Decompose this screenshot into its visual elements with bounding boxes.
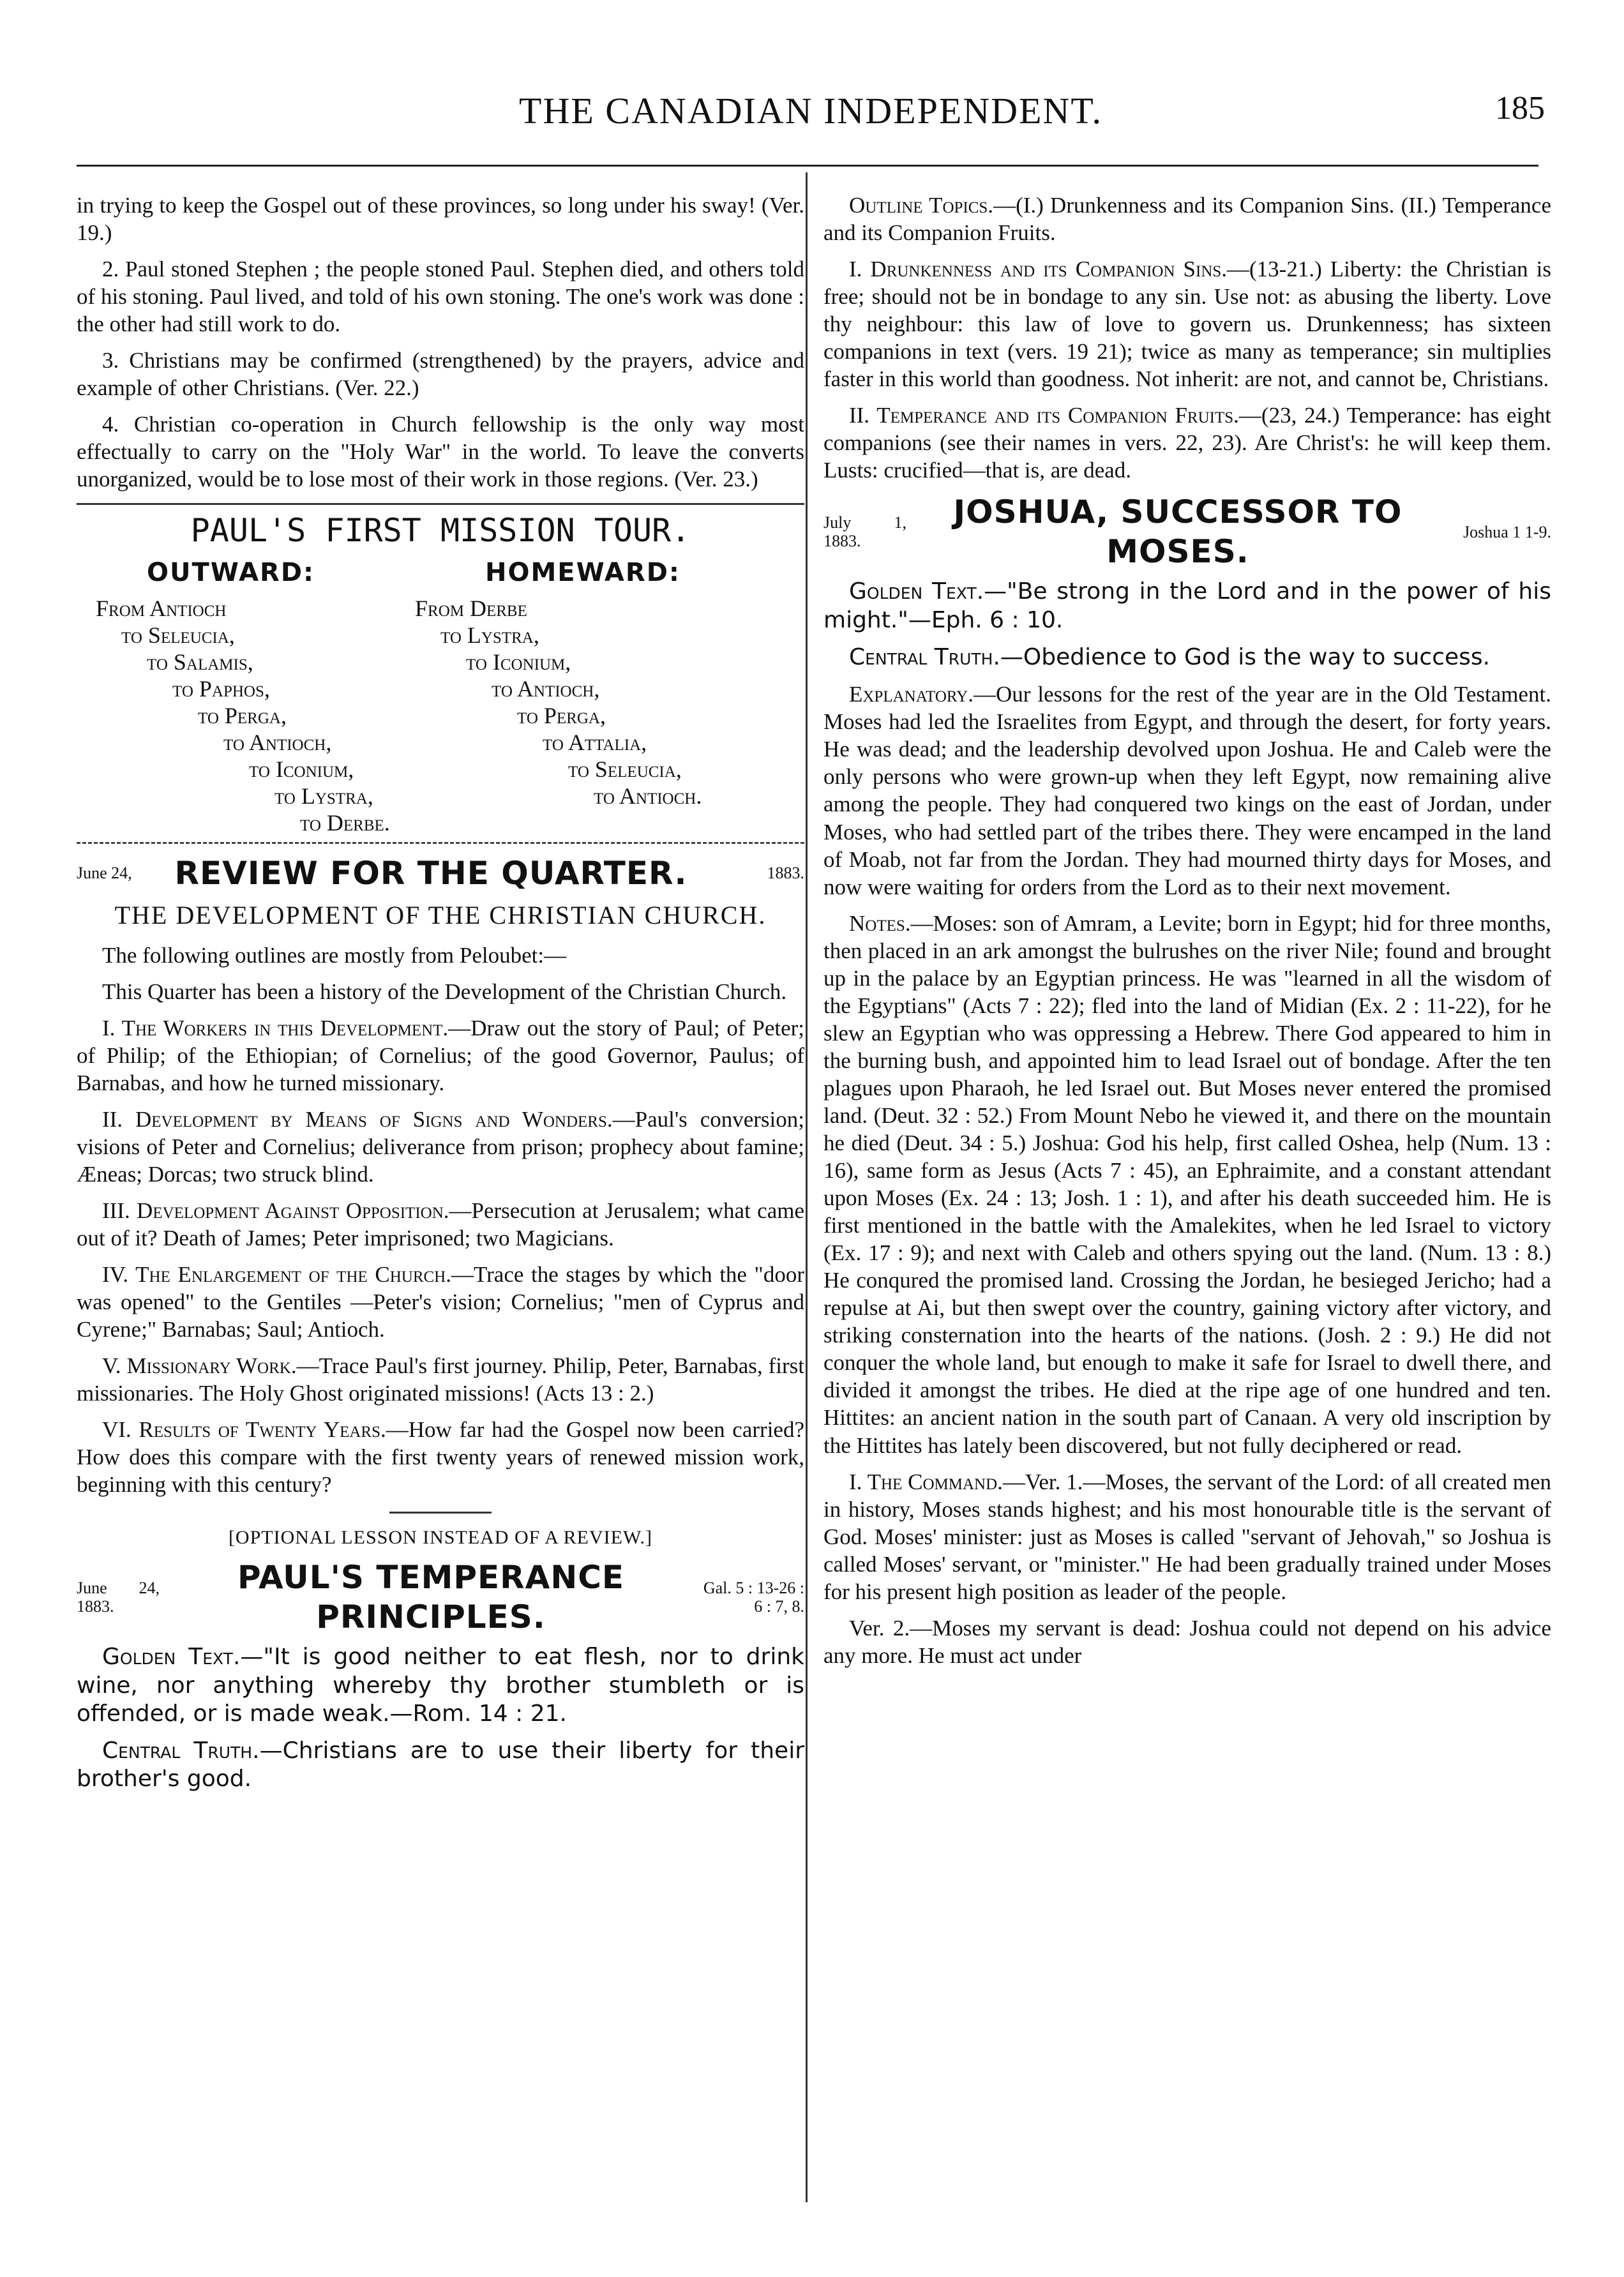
tour-stop: to Antioch. [594,783,702,809]
continued-paragraph: in trying to keep the Gospel out of these provinces, so long under his sway! (Ver. 19.) [77,193,804,246]
lesson-reference: Gal. 5 : 13-26 : 6 : 7, 8. [703,1579,804,1616]
review-item-head: VI. Results of Twenty Years. [102,1417,386,1443]
page-number: 185 [1495,90,1545,126]
tour-stop: to Seleucia, [568,756,682,782]
golden-text-label: Golden Text. [102,1644,241,1671]
review-item-head: I. The Workers in this Development. [102,1015,449,1041]
review-subtitle: THE DEVELOPMENT OF THE CHRISTIAN CHURCH. [114,901,767,930]
tour-stop: to Antioch, [223,729,332,755]
verse-2: Ver. 2.—Moses my servant is dead: Joshua could not depend on his advice any more. He must act under [823,1615,1551,1668]
tour-stop: From Derbe [415,595,527,621]
review-item [77,1197,804,1252]
section-body: —(13-21.) Liberty: the Christian is free; should not be in bondage to any sin. Use not: as abusing the liberty. Love thy neighbour: this law of love to govern us. Drunkenness; has sixteen companions in text (vers. 19 21); twice as many as temperance; sin multiplies faster in this world than goodness. Not inherit: are not, and cannot be, Christians. [823,257,1552,392]
central-truth [823,643,1551,672]
review-intro: This Quarter has been a history of the Development of the Christian Church. [102,979,787,1004]
review-item [77,1416,804,1498]
section-label: I. Drunkenness and its Companion Sins. [849,257,1228,282]
tour-stop: to Iconium, [466,649,571,675]
tour-stop: From Antioch [96,595,227,621]
golden-text [77,1643,804,1728]
lesson-year: 1883. [767,864,804,883]
left-column [77,192,804,1803]
review-item [77,1352,804,1407]
review-item-body: —Trace Paul's first journey. Philip, Peter, Barnabas, first missionaries. The Holy Ghost originated missions! (Acts 13 : 2.) [77,1353,804,1406]
tour-stop: to Lystra, [440,622,539,648]
explanatory-label: Explanatory. [849,682,974,707]
review-item-body: —Persecution at Jerusalem; what came out of it? Death of James; Peter imprisoned; two Magicians. [77,1198,804,1251]
golden-text-label: Golden Text. [849,578,984,605]
notes-label: Notes. [849,910,911,936]
box-top-rule [77,503,804,505]
outward-heading: OUTWARD: [147,557,315,587]
mission-tour-table [77,557,804,836]
tour-stop: to Antioch, [492,675,600,702]
tour-stop: to Derbe. [300,809,390,836]
outline-body: —(I.) Drunkenness and its Companion Sins. (II.) Temperance and its Companion Fruits. [823,193,1551,246]
lesson-date: June 24, [77,864,132,883]
tour-stop: to Seleucia, [121,622,235,648]
tour-stop: to Lystra, [274,783,373,809]
lesson-point: 4. Christian co-operation in Church fellowship is the only way most effectually to carry on the "Holy War" in the world. To leave the converts unorganized, would be to lose most of their work in those regions. (Ver. 23.) [77,412,804,492]
tour-title: PAUL'S FIRST MISSION TOUR. [190,512,691,550]
tour-stop: to Salamis, [147,649,253,675]
outline-topics [823,192,1551,246]
section-label: II. Temperance and its Companion Fruits. [849,403,1239,428]
tour-stop: to Iconium, [249,756,354,782]
central-truth-body: —Christians are to use their liberty for their brother's good. [77,1738,804,1792]
section-rule [389,1512,492,1514]
command-body: —Ver. 1.—Moses, the servant of the Lord: of all created men in history, Moses stands highest; and his most honourable title is the servant of God. Moses' minister: just as Moses is called "servant of Jehovah," so Joshua is called Moses' servant, or "minister." He had been gradually trained under Moses for his present high position as leader of the people. [823,1469,1551,1604]
review-item [77,1106,804,1188]
notes [823,910,1551,1459]
lesson-title: REVIEW FOR THE QUARTER. [174,854,688,892]
right-column [823,192,1551,1678]
box-bottom-rule [77,842,804,844]
the-command [823,1468,1551,1605]
golden-text-body: —"Be strong in the Lord and in the power of his might."—Eph. 6 : 10. [823,578,1551,633]
command-label: I. The Command. [849,1469,1003,1494]
lesson-date: July 1, 1883. [823,513,906,550]
central-truth-label: Central Truth. [849,644,1000,670]
central-truth-label: Central Truth. [102,1738,260,1764]
publication-title: THE CANADIAN INDEPENDENT. [519,90,1102,132]
review-item-body: —How far had the Gospel now been carried? How does this compare with the first twenty years of renewed mission work, beginning with this century? [77,1417,804,1498]
tour-stop: to Perga, [517,702,606,728]
lesson-date: June 24, 1883. [77,1579,160,1616]
tour-stop: to Paphos, [172,675,270,702]
header-rule [77,165,1538,167]
review-lesson-heading [77,854,804,894]
section-drunkenness [823,255,1551,393]
review-item-head: III. Development Against Opposition. [102,1198,449,1224]
review-intro: The following outlines are mostly from Peloubet:— [102,942,567,968]
review-item [77,1014,804,1097]
golden-text [823,578,1551,635]
explanatory [823,680,1551,900]
column-divider [806,172,808,2202]
review-item-body: —Draw out the story of Paul; of Peter; of Philip; of the Ethiopian; of Cornelius; of the good Governor, Paulus; of Barnabas, and how he turned missionary. [77,1015,804,1095]
lesson-title: JOSHUA, SUCCESSOR TO MOSES. [953,493,1402,570]
section-temperance [823,402,1551,484]
review-item [77,1261,804,1343]
review-item-body: —Trace the stages by which the "door was opened" to the Gentiles —Peter's vision; Cornelius; "men of Cyprus and Cyrene;" Barnabas; Saul; Antioch. [77,1262,805,1342]
explanatory-body: —Our lessons for the rest of the year are in the Old Testament. Moses had led the Israelites from Egypt, and through the desert, for forty years. He was dead; and the leadership devolved upon Joshua. He and Caleb were the only persons who were grown-up when they left Egypt, now remaining alive among the people. They had conquered two kings on the east of Jordan, under Moses, who had settled part of the tribes there. They were encamped in the land of Moab, not far from the Jordan. They had mourned thirty days for Moses, and now were waiting for orders from the Lord as to their next movement. [823,682,1551,899]
central-truth [77,1737,804,1794]
homeward-heading: HOMEWARD: [485,557,680,587]
review-item-head: IV. The Enlargement of the Church. [102,1262,451,1288]
outline-label: Outline Topics. [849,193,994,218]
notes-body: —Moses: son of Amram, a Levite; born in Egypt; hid for three months, then placed in an ark amongst the bulrushes on the river Nile; found and brought up in the palace by an Egyptian princess. He was "learned in all the wisdom of the Egyptians" (Acts 7 : 22); fled into the land of Midian (Ex. 2 : 11-22), for he slew an Egyptian who was oppressing a Hebrew. There God appeared to him in the burning bush, and appointed him to lead Israel out of bondage. After the ten plagues upon Pharaoh, he led Israel out. But Moses never entered the promised land. (Deut. 32 : 52.) From Mount Nebo he viewed it, and there on the mountain he died (Deut. 34 : 5.) Joshua: God his help, first called Oshea, help (Num. 13 : 16), same form as Jesus (Acts 7 : 45), an Ephraimite, and a constant attendant upon Moses (Ex. 24 : 13; Josh. 1 : 1), and after his death succeeded him. He is first mentioned in the battle with the Amalekites, when he led Israel to victory (Ex. 17 : 9); and next with Caleb and others spying out the land. (Num. 13 : 8.) He conqured the promised land. Crossing the Jordan, he besieged Jericho; had a repulse at Ai, but then swept over the country, gaining victory after victory, and striking consternation into the hearts of the nations. (Josh. 2 : 9.) He did not conquer the whole land, but enough to make it safe for Israel to dwell there, and divided it amongst the tribes. He died at the ripe age of one hundred and ten. Hittites: an ancient nation in the south part of Canaan. A very old inscription by the Hittites has lately been discovered, but not fully deciphered or read. [823,910,1551,1458]
lesson-reference: Joshua 1 1-9. [1463,522,1551,541]
temperance-lesson-heading [77,1558,804,1637]
tour-stop: to Perga, [198,702,287,728]
golden-text-body: —"It is good neither to eat flesh, nor to drink wine, nor anything whereby thy brother stumbleth or is offended, or is made weak.—Rom. 14 : 21. [77,1644,804,1727]
lesson-point: 3. Christians may be confirmed (strengthened) by the prayers, advice and example of other Christians. (Ver. 22.) [77,348,804,401]
review-item-head: II. Development by Means of Signs and Wonders. [102,1106,613,1132]
central-truth-body: —Obedience to God is the way to success. [1000,644,1491,670]
review-item-body: —Paul's conversion; visions of Peter and Cornelius; deliverance from prison; prophecy about famine; Æneas; Dorcas; two struck blind. [77,1106,804,1187]
review-item-head: V. Missionary Work. [102,1353,297,1379]
page-header [77,89,1545,140]
section-body: —(23, 24.) Temperance: has eight companions (see their names in vers. 22, 23). Are Christ's: he will keep them. Lusts: crucified—that is, are dead. [823,403,1551,483]
lesson-point: 2. Paul stoned Stephen ; the people stoned Paul. Stephen died, and others told of his stoning. Paul lived, and told of his own stoning. The one's work was done : the other had still work to do. [77,257,804,337]
joshua-lesson-heading [823,493,1551,571]
optional-lesson-note: [OPTIONAL LESSON INSTEAD OF A REVIEW.] [228,1526,653,1548]
lesson-title: PAUL'S TEMPERANCE PRINCIPLES. [237,1559,625,1635]
tour-stop: to Attalia, [543,729,647,755]
